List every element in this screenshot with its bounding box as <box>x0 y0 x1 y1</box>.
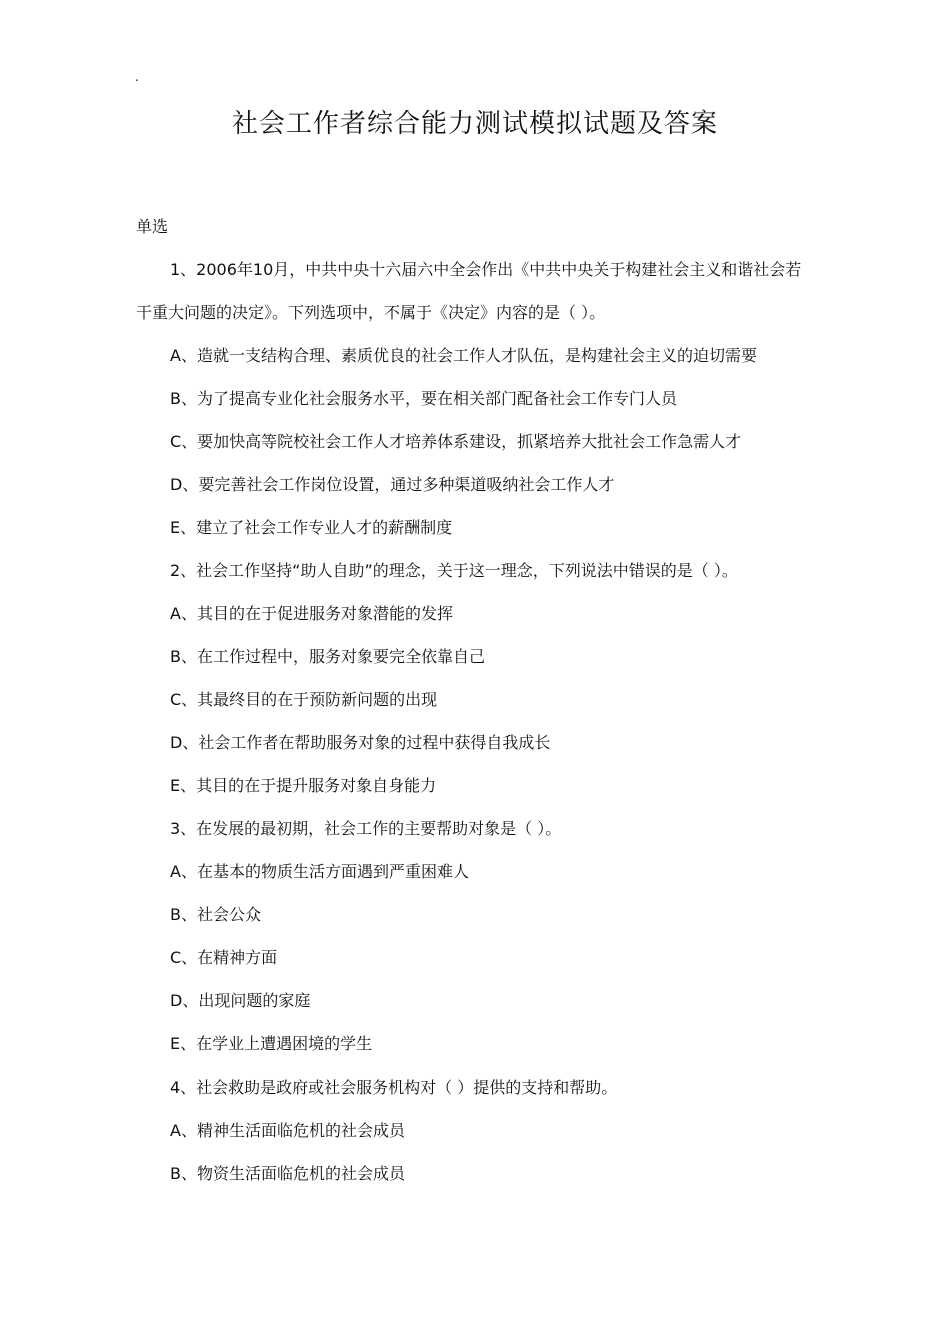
question-3-option-a: A、在基本的物质生活方面遇到严重困难人 <box>170 862 469 881</box>
question-2-option-e: E、其目的在于提升服务对象自身能力 <box>170 776 437 795</box>
question-2-option-c: C、其最终目的在于预防新问题的出现 <box>170 690 438 709</box>
question-1-option-d: D、要完善社会工作岗位设置，通过多种渠道吸纳社会工作人才 <box>170 475 615 494</box>
question-3-line-1: 3、在发展的最初期，社会工作的主要帮助对象是（ ）。 <box>170 819 562 838</box>
question-3-option-c: C、在精神方面 <box>170 948 278 967</box>
question-2-line-1: 2、社会工作坚持“助人自助”的理念，关于这一理念，下列说法中错误的是（ ）。 <box>170 561 738 580</box>
question-2-option-b: B、在工作过程中，服务对象要完全依靠自己 <box>170 647 485 666</box>
page-title: 社会工作者综合能力测试模拟试题及答案 <box>231 109 718 139</box>
question-4-line-1: 4、社会救助是政府或社会服务机构对（ ）提供的支持和帮助。 <box>170 1078 618 1097</box>
question-2-option-d: D、社会工作者在帮助服务对象的过程中获得自我成长 <box>170 733 551 752</box>
page-marker: . <box>135 70 139 84</box>
section-heading: 单选 <box>136 217 169 236</box>
question-1-option-e: E、建立了社会工作专业人才的薪酬制度 <box>170 518 453 537</box>
question-1-line-1: 1、2006年10月，中共中央十六届六中全会作出《中共中央关于构建社会主义和谐社会若 <box>170 260 802 279</box>
question-3-option-d: D、出现问题的家庭 <box>170 991 311 1010</box>
question-1-option-a: A、造就一支结构合理、素质优良的社会工作人才队伍，是构建社会主义的迫切需要 <box>170 346 757 365</box>
question-4-option-b: B、物资生活面临危机的社会成员 <box>170 1164 405 1183</box>
question-1-option-b: B、为了提高专业化社会服务水平，要在相关部门配备社会工作专门人员 <box>170 389 677 408</box>
question-1-line-2: 干重大问题的决定》。下列选项中，不属于《决定》内容的是（ ）。 <box>136 303 606 322</box>
question-3-option-b: B、社会公众 <box>170 905 261 924</box>
question-1-option-c: C、要加快高等院校社会工作人才培养体系建设，抓紧培养大批社会工作急需人才 <box>170 432 742 451</box>
question-2-option-a: A、其目的在于促进服务对象潜能的发挥 <box>170 604 453 623</box>
question-4-option-a: A、精神生活面临危机的社会成员 <box>170 1121 405 1140</box>
question-3-option-e: E、在学业上遭遇困境的学生 <box>170 1034 373 1053</box>
